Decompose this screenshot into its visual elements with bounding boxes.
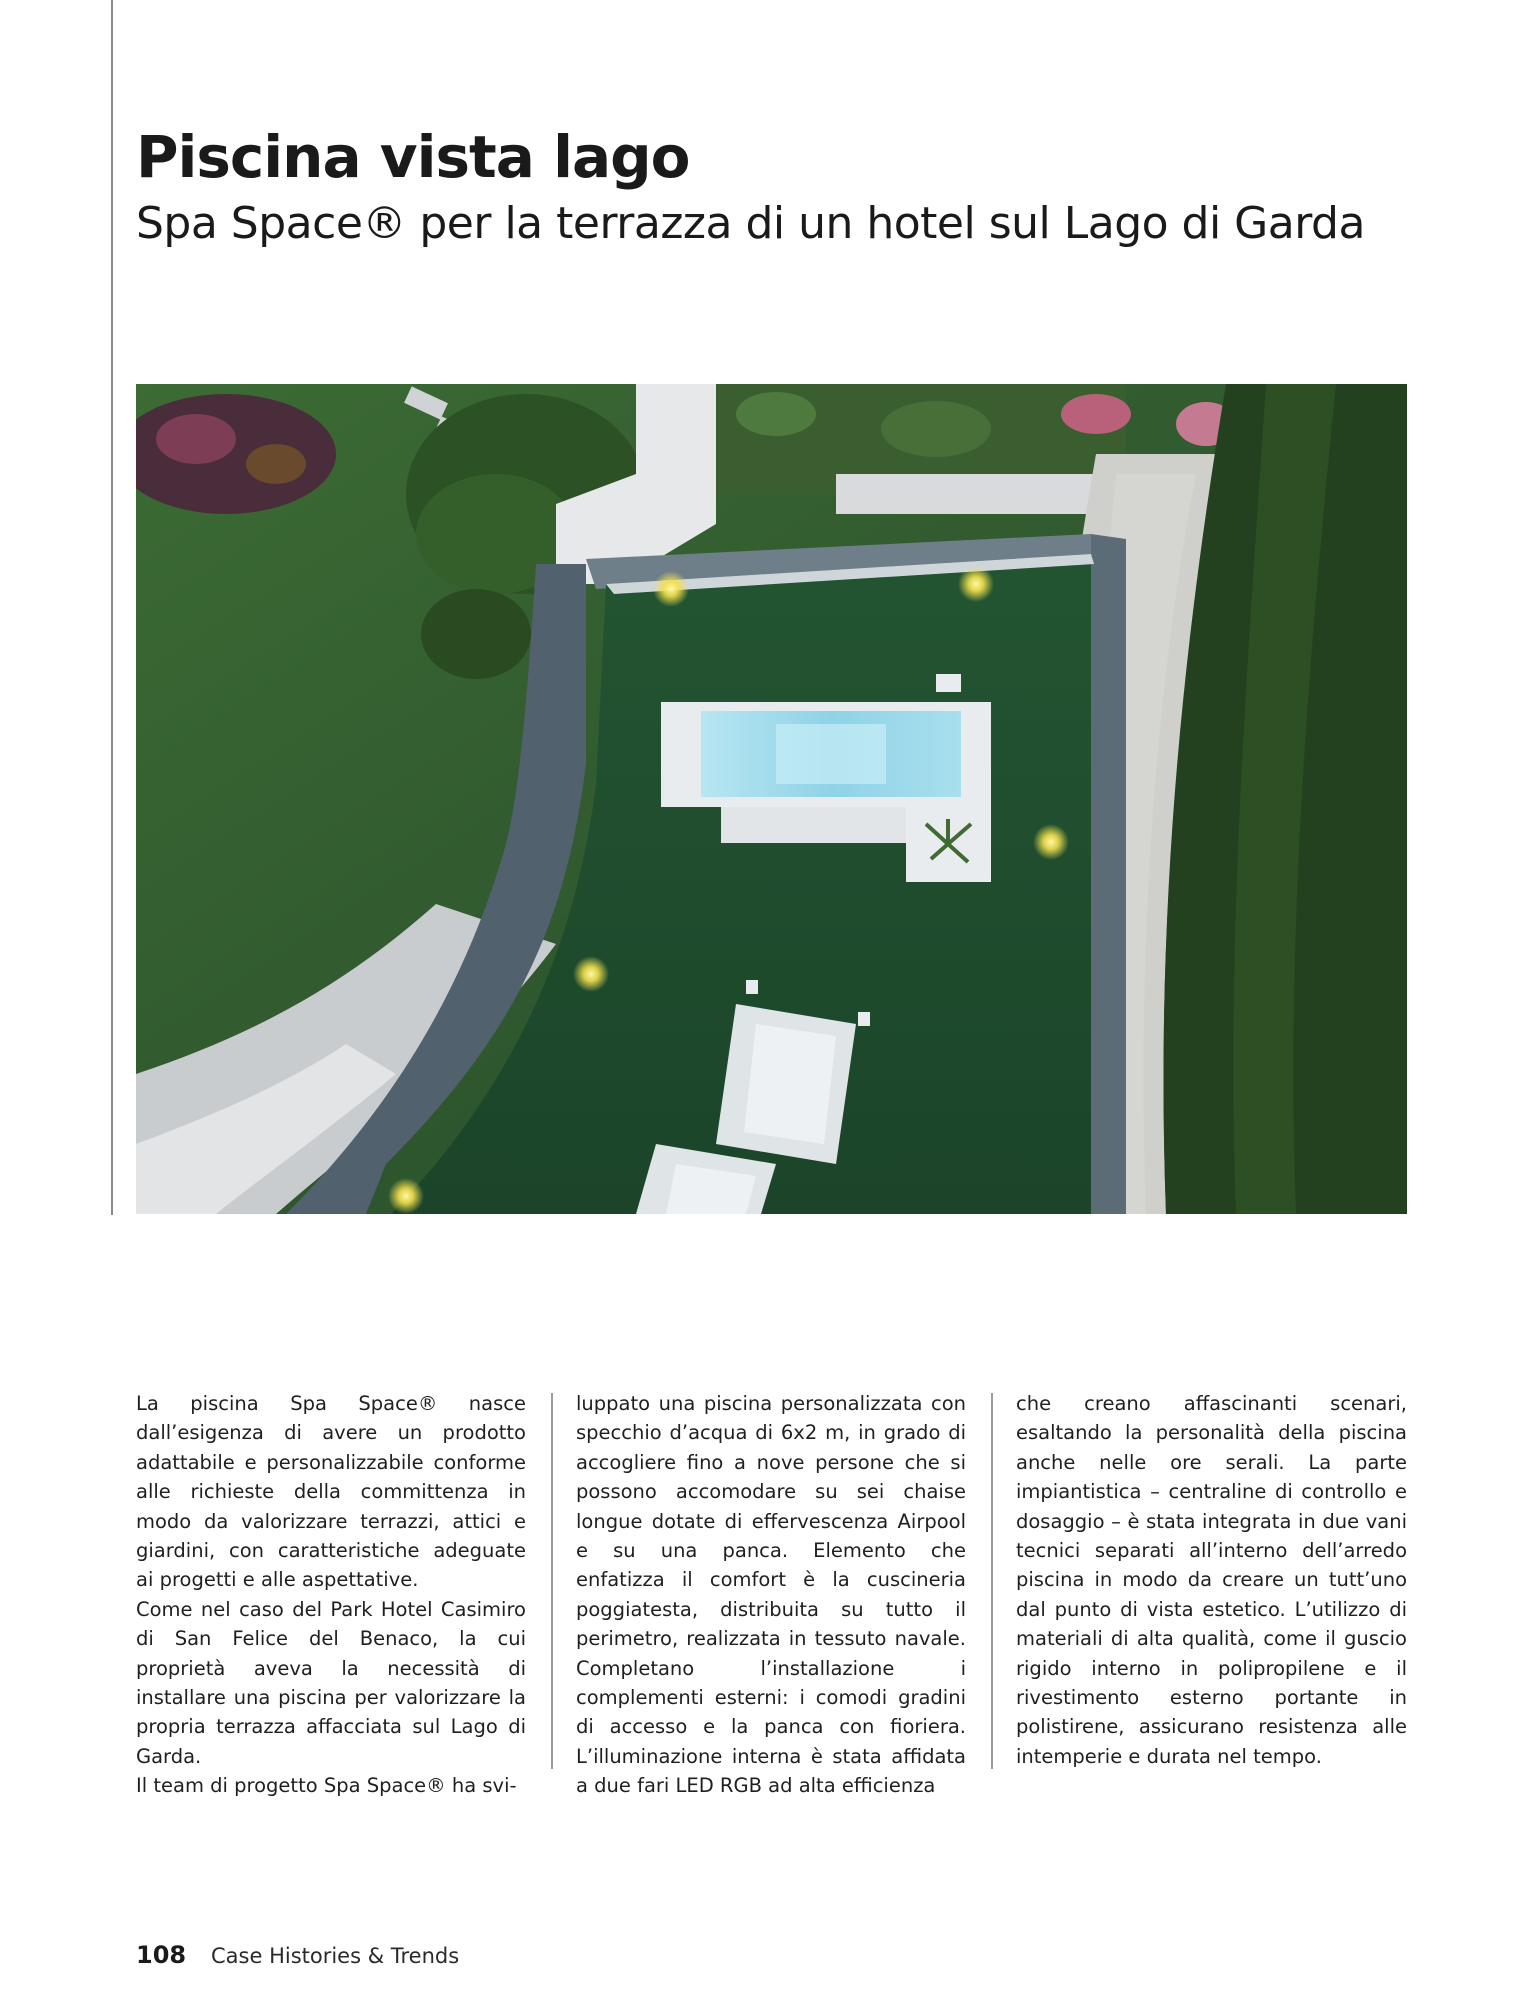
section-name: Case Histories & Trends [211, 1944, 460, 1968]
led-light [1033, 824, 1069, 860]
article-title: Piscina vista lago [136, 123, 690, 191]
body-paragraph: Come nel caso del Park Hotel Casimiro di San Felice del Benaco, la cui proprietà aveva la necessità di installare una piscina per valorizzare la propria terrazza affacciata sul Lago di Garda. [136, 1597, 526, 1768]
led-light [573, 956, 609, 992]
body-paragraph: Il team di progetto Spa Space® ha svi- [136, 1774, 517, 1798]
aerial-pool-photo [136, 384, 1407, 1214]
body-paragraph: La piscina Spa Space® nasce dall’esigenza di avere un prodotto adattabile e personalizzabile conforme alle richieste della committenza in modo da valorizzare terrazzi, attici e giardini, con caratteristiche adeguate ai progetti e alle aspettative. [136, 1392, 526, 1592]
body-column-3 [1016, 1389, 1407, 1769]
body-column-2 [576, 1389, 966, 1798]
article-subtitle: Spa Space® per la terrazza di un hotel sul Lago di Garda [136, 198, 1365, 249]
column-rule [991, 1393, 993, 1769]
body-column-1 [136, 1389, 526, 1798]
body-paragraph: luppato una piscina personalizzata con specchio d’acqua di 6x2 m, in grado di accogliere fino a nove persone che si possono accomodare su sei chaise longue dotate di effervescenza Airpool e su una panca. Elemento che enfatizza il comfort è la cuscineria poggiatesta, distribuita su tutto il perimetro, realizzata in tessuto navale. Completano l’installazione i complementi esterni: i comodi gradini di accesso e la panca con fioriera. L’illuminazione interna è stata affidata a due fari LED RGB ad alta efficienza [576, 1392, 966, 1798]
body-paragraph: che creano affascinanti scenari, esaltando la personalità della piscina anche nelle ore serali. La parte impiantistica – centraline di controllo e dosaggio – è stata integrata in due vani tecnici separati all’interno dell’arredo piscina in modo da creare un tutt’uno dal punto di vista estetico. L’utilizzo di materiali di alta qualità, come il guscio rigido interno in polipropilene e il rivestimento esterno portante in polistirene, assicurano resistenza alle intemperie e durata nel tempo. [1016, 1392, 1407, 1768]
column-rule [551, 1393, 553, 1769]
led-light [653, 571, 689, 607]
led-light [958, 566, 994, 602]
led-light [388, 1178, 424, 1214]
margin-rule [111, 0, 113, 1215]
page-number: 108 [136, 1941, 187, 1969]
